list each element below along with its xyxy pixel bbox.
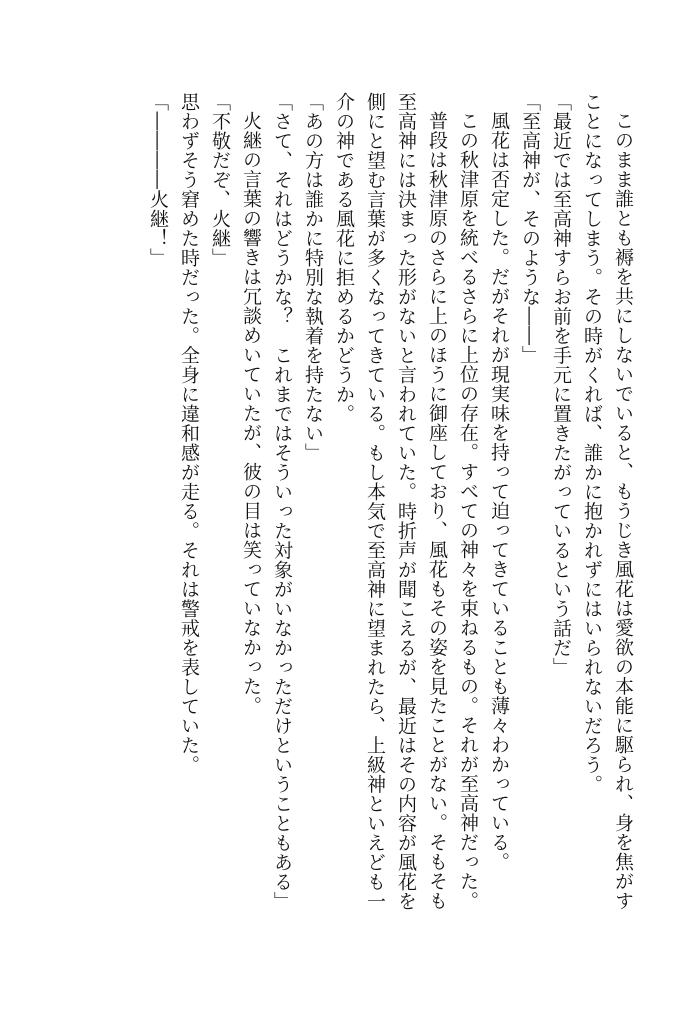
- vertical-text-block: [142, 92, 638, 952]
- text-line: 思わずそう窘めた時だった。全身に違和感が走る。それは警戒を表していた。: [178, 92, 200, 775]
- text-line: 「あの方は誰かに特別な執着を持たない」: [302, 92, 324, 463]
- text-line: 介の神である風花に拒めるかどうか。: [333, 92, 355, 424]
- text-line: 「至高神が、そのような――」: [519, 92, 541, 365]
- text-line: このまま誰とも褥を共にしないでいると、もうじき風花は愛欲の本能に駆られ、身を焦がす: [612, 111, 634, 911]
- text-line: 「――――火継！」: [147, 92, 169, 268]
- text-line: 火継の言葉の響きは冗談めいていたが、彼の目は笑っていなかった。: [240, 111, 262, 716]
- text-line: 普段は秋津原のさらに上のほうに御座しており、風花もその姿を見たことがない。そもそも: [426, 111, 448, 911]
- text-line: 至高神には決まった形がないと言われていた。時折声が聞こえるが、最近はその内容が風花を: [395, 92, 417, 911]
- text-line: 側にと望む言葉が多くなってきている。もし本気で至高神に望まれたら、上級神といえども一: [364, 92, 386, 911]
- text-line: 「さて、それはどうかな？ これまではそういった対象がいなかっただけということもある」: [271, 92, 293, 911]
- text-line: 「最近では至高神すらお前を手元に置きたがっているという話だ」: [550, 92, 572, 677]
- text-line: 「不敬だぞ、火継」: [209, 92, 231, 268]
- text-line: 風花は否定した。だがそれが現実味を持って迫ってきていることも薄々わかっている。: [488, 111, 510, 872]
- text-line: ことになってしまう。その時がくれば、誰かに抱かれずにはいられないだろう。: [581, 92, 603, 794]
- text-line: この秋津原を統べるさらに上位の存在。すべての神々を束ねるもの。それが至高神だった。: [457, 111, 479, 911]
